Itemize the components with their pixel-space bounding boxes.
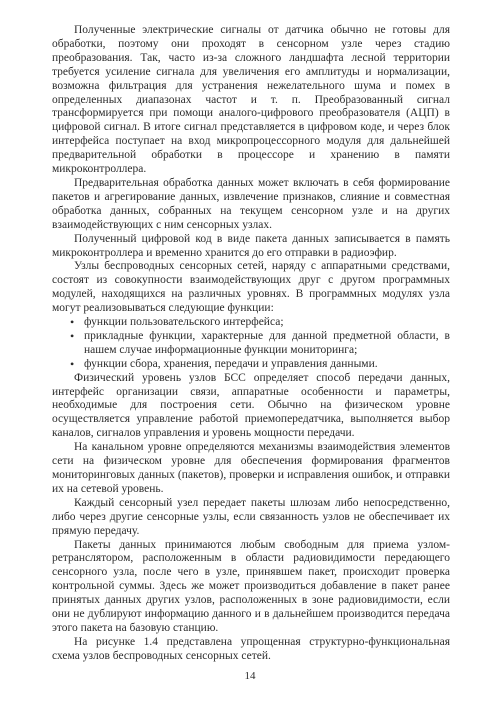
list-item: • функции пользовательского интерфейса; [52, 316, 450, 330]
paragraph-packet-forwarding: Каждый сенсорный узел передает пакеты шлюзам либо непосредственно, либо через другие сенсорные узлы, если связанность узлов не обеспечивает их прямую передачу. [52, 496, 450, 537]
paragraph-physical-layer: Физический уровень узлов БСС определяет способ передачи данных, интерфейс организации связи, аппаратные особенности и параметры, необходимые для построения сети. Обычно на физическом уровне осуществляется управление работой приемопередатчика, выполняется выбор каналов, сигналов управления и уровень мощности передачи. [52, 371, 450, 440]
list-item: • прикладные функции, характерные для данной предметной области, в нашем случае информационные функции мониторинга; [52, 330, 450, 358]
page-number: 14 [244, 670, 256, 682]
paragraph-preprocessing: Предварительная обработка данных может включать в себя формирование пакетов и агрегирование данных, извлечение признаков, слияние и совместная обработка данных, собранных на текущем сенсорном узле и на других взаимодействующих с ним сенсорных узлах. [52, 176, 450, 231]
list-item: • функции сбора, хранения, передачи и управления данными. [52, 358, 450, 372]
paragraph-digital-code: Полученный цифровой код в виде пакета данных записывается в память микроконтроллера и временно хранится до его отправки в радиоэфир. [52, 232, 450, 259]
functions-list [52, 316, 450, 372]
paragraph-software-modules: Узлы беспроводных сенсорных сетей, наряду с аппаратными средствами, состоят из совокупности взаимодействующих друг с другом программных модулей, находящихся на различных уровнях. В программных модулях узла могут реализовываться следующие функции: [52, 260, 450, 315]
paragraph-figure-reference: На рисунке 1.4 представлена упрощенная структурно-функциональная схема узлов беспроводных сенсорных сетей. [52, 635, 450, 662]
paragraph-link-layer: На канальном уровне определяются механизмы взаимодействия элементов сети на физическом уровне для обеспечения формирования фрагментов мониторинговых данных (пакетов), проверки и исправления ошибок, и отправки их на сетевой уровень. [52, 441, 450, 495]
paragraph-signal-conversion: Полученные электрические сигналы от датчика обычно не готовы для обработки, поэтому они проходят в сенсорном узле через стадию преобразования. Так, часто из-за сложного ландшафта лесной территории требуется усиление сигнала для увеличения его амплитуды и нормализации, возможна фильтрация для устранения нежелательного шума и помех в определенных диапазонах частот и т. п. Преобразованный сигнал трансформируется при помощи аналого-цифрового преобразователя (АЦП) в цифровой сигнал. В итоге сигнал представляется в цифровом коде, и через блок интерфейса поступает на вход микропроцессорного модуля для дальнейшей предварительной обработки в процессоре и хранению в памяти микроконтроллера. [52, 24, 450, 176]
paragraph-relay-nodes: Пакеты данных принимаются любым свободным для приема узлом-ретранслятором, расположенным в области радиовидимости передающего сенсорного узла, после чего в узле, принявшем пакет, происходит проверка контрольной суммы. Здесь же может производиться добавление в пакет ранее принятых данных других узлов, расположенных в зоне радиовидимости, если они не дублируют информацию данного и в дальнейшем производится передача этого пакета на базовую станцию. [52, 538, 450, 634]
page-text-body [52, 24, 450, 664]
